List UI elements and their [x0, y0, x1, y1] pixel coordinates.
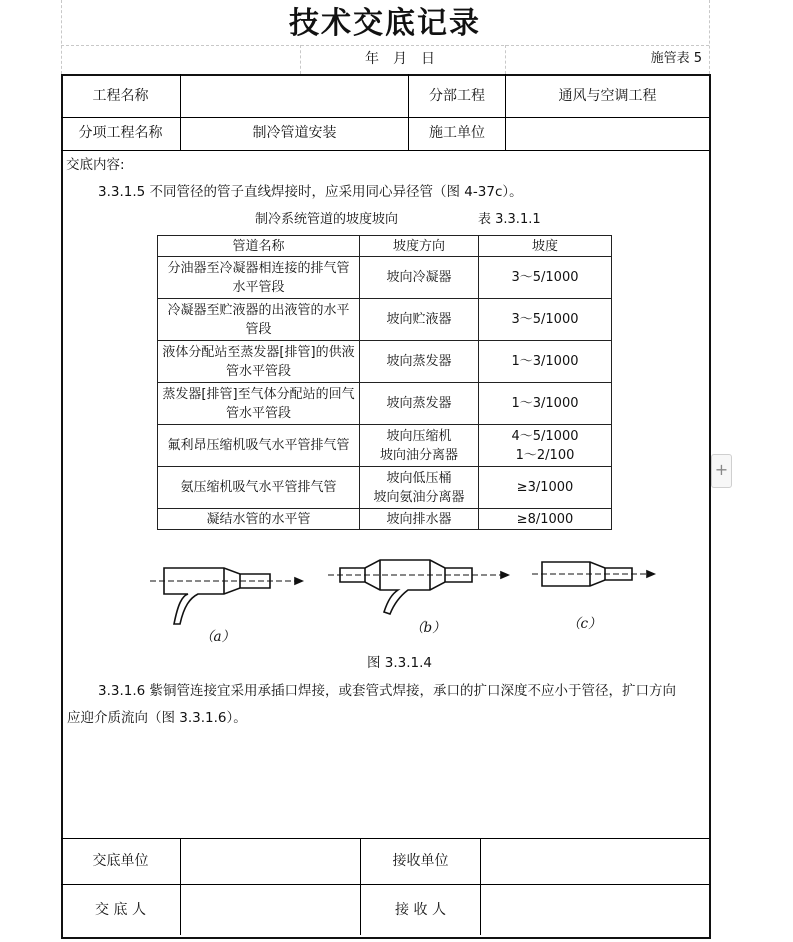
table-row	[158, 341, 612, 383]
figure-a-drawing	[150, 568, 302, 624]
direction-cell: 坡向蒸发器	[360, 341, 479, 383]
division-label: 分部工程	[429, 88, 485, 104]
handover-person-label: 交 底 人	[95, 902, 146, 918]
form-code: 施管表 5	[650, 51, 702, 66]
pipe-name-cell: 冷凝器至贮液器的出液管的水平管段	[158, 299, 360, 341]
slope-cell: 1～3/1000	[479, 383, 612, 425]
figure-b-drawing	[328, 560, 508, 614]
footer-col-line-3	[480, 838, 481, 935]
paragraph-3-3-1-5: 3.3.1.5 不同管径的管子直线焊接时，应采用同心异径管（图 4-37c）。	[98, 184, 523, 200]
page-guide-right	[709, 0, 710, 74]
handover-unit-label: 交底单位	[92, 853, 149, 869]
table-row	[158, 257, 612, 299]
pipe-name-cell: 凝结水管的水平管	[158, 509, 360, 530]
footer-mid-line	[61, 884, 709, 885]
slope-cell: ≥3/1000	[479, 467, 612, 509]
direction-cell: 坡向贮液器	[360, 299, 479, 341]
table-header-cell: 坡度	[479, 236, 612, 257]
figure-label-a: （a）	[200, 629, 236, 645]
slope-table	[157, 235, 612, 530]
contractor-label: 施工单位	[429, 125, 485, 141]
pipe-name-cell: 蒸发器[排管]至气体分配站的回气管水平管段	[158, 383, 360, 425]
content-label: 交底内容:	[66, 157, 125, 173]
slope-cell: 1～3/1000	[479, 341, 612, 383]
pipe-name-cell: 分油器至冷凝器相连接的排气管水平管段	[158, 257, 360, 299]
contractor-field[interactable]	[506, 125, 709, 141]
table-number: 表 3.3.1.1	[478, 212, 541, 227]
pipe-name-cell: 氨压缩机吸气水平管排气管	[158, 467, 360, 509]
subitem-field[interactable]: 制冷管道安装	[252, 125, 337, 141]
slope-cell: ≥8/1000	[479, 509, 612, 530]
date-divider-1	[300, 45, 301, 74]
direction-cell: 坡向压缩机 坡向油分离器	[360, 425, 479, 467]
paragraph-3-3-1-6-line2: 应迎介质流向（图 3.3.1.6）。	[67, 710, 247, 726]
subitem-label: 分项工程名称	[78, 125, 163, 141]
figure-c-drawing	[532, 562, 654, 586]
figure-caption: 图 3.3.1.4	[367, 655, 433, 671]
pipe-name-cell: 氟利昂压缩机吸气水平管排气管	[158, 425, 360, 467]
pipe-name-cell: 液体分配站至蒸发器[排管]的供液管水平管段	[158, 341, 360, 383]
table-row	[158, 299, 612, 341]
receiving-person-label: 接 收 人	[395, 902, 446, 918]
direction-cell: 坡向蒸发器	[360, 383, 479, 425]
footer-top-line	[61, 838, 709, 839]
figure-label-b: （b）	[410, 620, 446, 636]
header-row-line-1	[61, 117, 709, 118]
date-divider-2	[505, 45, 506, 74]
add-button[interactable]: +	[711, 454, 732, 488]
table-row	[158, 383, 612, 425]
direction-cell: 坡向排水器	[360, 509, 479, 530]
table-row	[158, 509, 612, 530]
slope-cell: 3～5/1000	[479, 299, 612, 341]
document-title: 技术交底记录	[289, 6, 481, 41]
paragraph-3-3-1-6-line1: 3.3.1.6 紫铜管连接宜采用承插口焊接，或套管式焊接，承口的扩口深度不应小于管径，扩口方向	[98, 683, 677, 699]
slope-cell: 4～5/1000 1～2/100	[479, 425, 612, 467]
receiving-unit-label: 接收单位	[392, 853, 449, 869]
table-row	[158, 425, 612, 467]
project-name-field[interactable]	[181, 88, 408, 104]
figure-label-c: （c）	[567, 616, 602, 632]
table-header-cell: 坡度方向	[360, 236, 479, 257]
date-label: 年 月 日	[365, 51, 435, 67]
direction-cell: 坡向冷凝器	[360, 257, 479, 299]
table-caption: 制冷系统管道的坡度坡向	[255, 212, 399, 227]
slope-cell: 3～5/1000	[479, 257, 612, 299]
footer-col-line-1	[180, 838, 181, 935]
project-name-label: 工程名称	[92, 88, 149, 104]
table-row	[158, 467, 612, 509]
division-field[interactable]: 通风与空调工程	[558, 88, 657, 104]
direction-cell: 坡向低压桶 坡向氨油分离器	[360, 467, 479, 509]
header-row-line-2	[61, 150, 709, 151]
table-header-cell: 管道名称	[158, 236, 360, 257]
